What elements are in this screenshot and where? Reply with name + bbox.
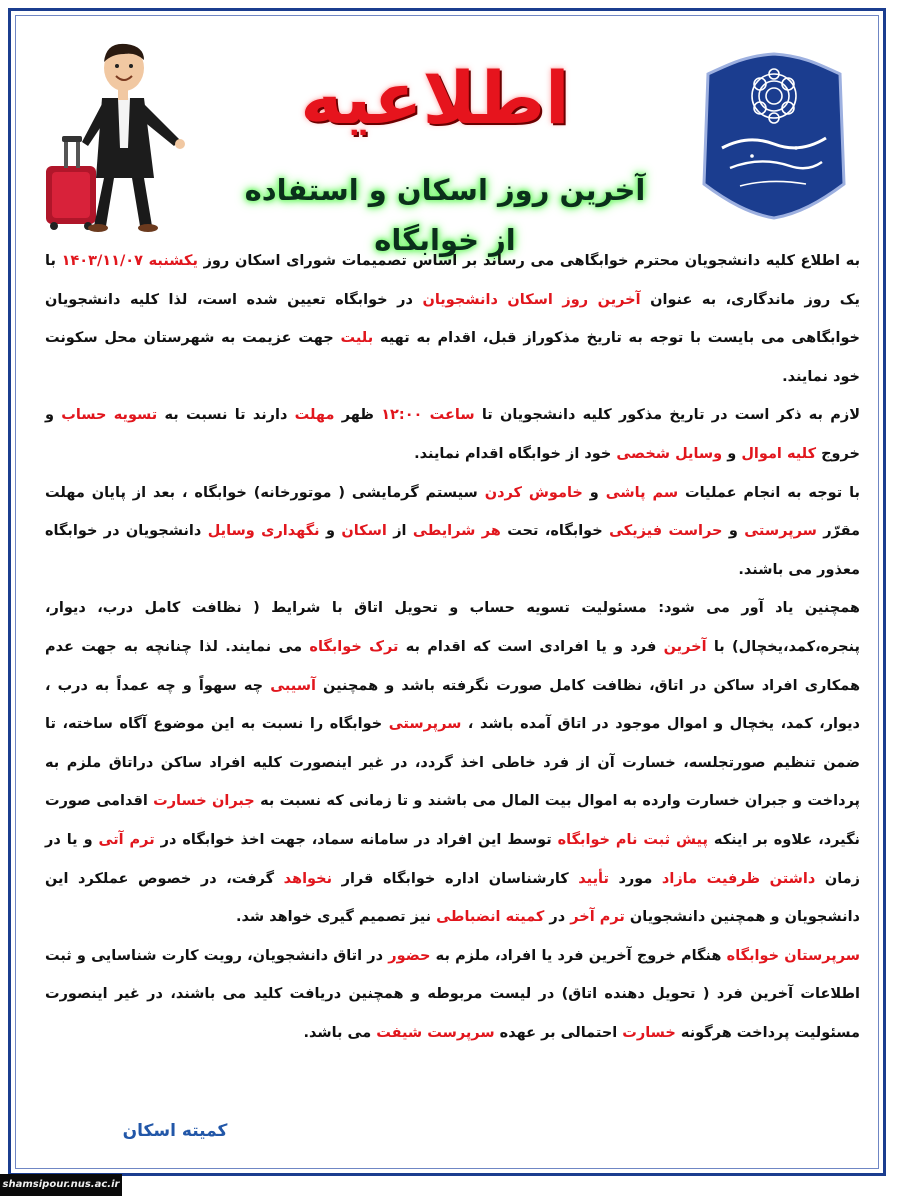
paragraph-text: و <box>722 523 745 540</box>
paragraph-text: توسط این افراد در سامانه سماد، جهت اخذ خوابگاه در <box>154 831 558 848</box>
paragraph-text: جهت عزیمت به شهرستان محل سکونت خود نمایند. <box>45 330 860 385</box>
highlighted-text: تأیید <box>578 870 609 887</box>
paragraph-4 <box>45 589 860 936</box>
paragraph-text: و <box>722 445 742 462</box>
highlighted-text: هر شرایطی <box>412 523 501 540</box>
highlighted-text: ترم آخر <box>570 909 625 926</box>
paragraph-text: گرفت، در خصوص عملکرد این دانشجویان و همچنین دانشجویان <box>45 870 860 926</box>
paragraph-text: مورد <box>608 870 662 887</box>
highlighted-text: حراست فیزیکی <box>609 523 723 540</box>
highlighted-text: ترم آتی <box>98 831 155 848</box>
signature-committee: کمیته اسکان <box>122 1121 228 1141</box>
highlighted-text: پیش ثبت نام خوابگاه <box>557 831 708 848</box>
university-emblem-logo <box>700 52 848 220</box>
paragraph-text: می باشد. <box>303 1024 377 1041</box>
paragraph-text: ظهر <box>334 407 382 424</box>
paragraph-text: همچنین یاد آور می شود: مسئولیت تسویه حساب و تحویل اتاق با شرایط ( نظافت کامل درب، دیوار، پنجره،کمد،یخچال) با <box>45 600 860 655</box>
highlighted-text: مهلت <box>294 407 335 424</box>
highlighted-text: آخرین <box>663 638 707 655</box>
highlighted-text: ترک خوابگاه <box>309 638 399 655</box>
paragraph-text: نیز تصمیم گیری خواهد شد. <box>236 909 437 926</box>
highlighted-text: آخرین روز اسکان دانشجویان <box>422 291 641 308</box>
paragraph-text: به اطلاع کلیه دانشجویان محترم خوابگاهی می رساند بر اساس تصمیمات شورای اسکان روز <box>197 253 861 269</box>
paragraph-text: دارند تا نسبت به <box>157 407 295 424</box>
highlighted-text: آسیبی <box>270 677 316 694</box>
paragraph-text: چه سهواً و چه عمداً به درب ، دیوار، کمد، یخچال و اموال موجود در اتاق آمده باشد ، <box>45 677 860 733</box>
highlighted-text: سرپرستی <box>388 716 462 733</box>
paragraph-text: و خروج <box>45 407 860 462</box>
highlighted-text: اسکان <box>341 523 387 540</box>
highlighted-text: سم پاشی <box>605 484 679 501</box>
paragraph-text: فرد و یا افرادی است که اقدام به <box>398 638 664 655</box>
paragraph-text: با یک روز ماندگاری، به عنوان <box>45 253 860 308</box>
notice-body <box>45 242 860 1052</box>
paragraph-text: اقدامی صورت نگیرد، علاوه بر اینکه <box>45 793 860 848</box>
paragraph-text: کارشناسان اداره خوابگاه قرار <box>332 870 579 887</box>
highlighted-text: خاموش کردن <box>484 484 583 501</box>
highlighted-text: ساعت ۱۲:۰۰ <box>381 407 475 424</box>
paragraph-text: با توجه به انجام عملیات <box>678 484 861 501</box>
paragraph-text: می نمایند. لذا چنانچه به جهت عدم همکاری افراد ساکن در اتاق، نظافت کامل صورت نگرفته باشد و همچنین <box>45 638 860 694</box>
paragraph-text: هنگام خروج آخرین فرد یا افراد، ملزم به <box>430 947 727 964</box>
highlighted-text: تسویه حساب <box>61 407 158 424</box>
highlighted-text: داشتن ظرفیت مازاد <box>661 870 816 887</box>
highlighted-text: جبران خسارت <box>153 793 255 810</box>
page-title: اطلاعیه <box>300 56 570 140</box>
highlighted-text: یکشنبه ۱۴۰۳/۱۱/۰۷ <box>61 253 198 269</box>
highlighted-text: نگهداری وسایل <box>207 523 320 540</box>
paragraph-2 <box>45 396 860 473</box>
paragraph-3 <box>45 474 860 590</box>
paragraph-text: در <box>544 909 571 926</box>
paragraph-text: لازم به ذکر است در تاریخ مذکور کلیه دانشجویان تا <box>474 407 861 424</box>
highlighted-text: سرپرست شیفت <box>376 1024 495 1041</box>
paragraph-text: سیستم گرمایشی ( موتورخانه) خوابگاه ، بعد از پایان مهلت مقرّر <box>45 484 860 540</box>
paragraph-5 <box>45 937 860 1053</box>
highlighted-text: نخواهد <box>283 870 333 887</box>
highlighted-text: خسارت <box>622 1024 676 1041</box>
paragraph-text: از <box>386 523 413 540</box>
highlighted-text: سرپرستان خوابگاه <box>726 947 861 964</box>
highlighted-text: بلیت <box>340 330 374 347</box>
paragraph-text: احتمالی بر عهده <box>494 1024 623 1041</box>
paragraph-text: در خوابگاه تعیین شده است، لذا کلیه دانشجویان خوابگاهی می بایست با توجه به تاریخ مذکوراز قبل، اقدام به تهیه <box>45 291 860 347</box>
paragraph-1 <box>45 242 860 396</box>
highlighted-text: حضور <box>388 947 431 964</box>
highlighted-text: کمیته انضباطی <box>436 909 545 926</box>
paragraph-text: خوابگاه را نسبت به این موضوع آگاه ساخته، تا ضمن تنظیم صورتجلسه، خسارت آن از فرد خاطی اخذ گردد، در غیر اینصورت کلیه افراد ساکن دراتاق ملزم به پرداخت و جبران خسارت وارده به اموال بیت المال می باشند و تا زمانی که نسبت به <box>45 716 860 810</box>
paragraph-text: خود از خوابگاه اقدام نمایند. <box>414 445 617 462</box>
paragraph-text: و یا در زمان <box>45 831 861 887</box>
page-subtitle: آخرین روز اسکان و استفاده از خوابگاه <box>244 173 646 257</box>
traveler-with-suitcase-icon <box>40 38 190 234</box>
paragraph-text: دانشجویان در خوابگاه معذور می باشند. <box>45 523 860 578</box>
paragraph-text: و <box>582 484 606 501</box>
watermark-url: shamsipour.nus.ac.ir <box>0 1174 122 1196</box>
paragraph-text: و <box>319 523 342 540</box>
highlighted-text: کلیه اموال <box>741 445 817 462</box>
highlighted-text: سرپرستی <box>744 523 817 540</box>
paragraph-text: خوابگاه، تحت <box>500 523 610 540</box>
paragraph-text: در اتاق دانشجویان، رویت کارت شناسایی و ثبت اطلاعات آخرین فرد ( تحویل دهنده اتاق) در لیست مربوطه و همچنین دریافت کلید می باشند، در غیر اینصورت مسئولیت پرداخت هرگونه <box>45 947 860 1041</box>
highlighted-text: وسایل شخصی <box>616 445 723 462</box>
